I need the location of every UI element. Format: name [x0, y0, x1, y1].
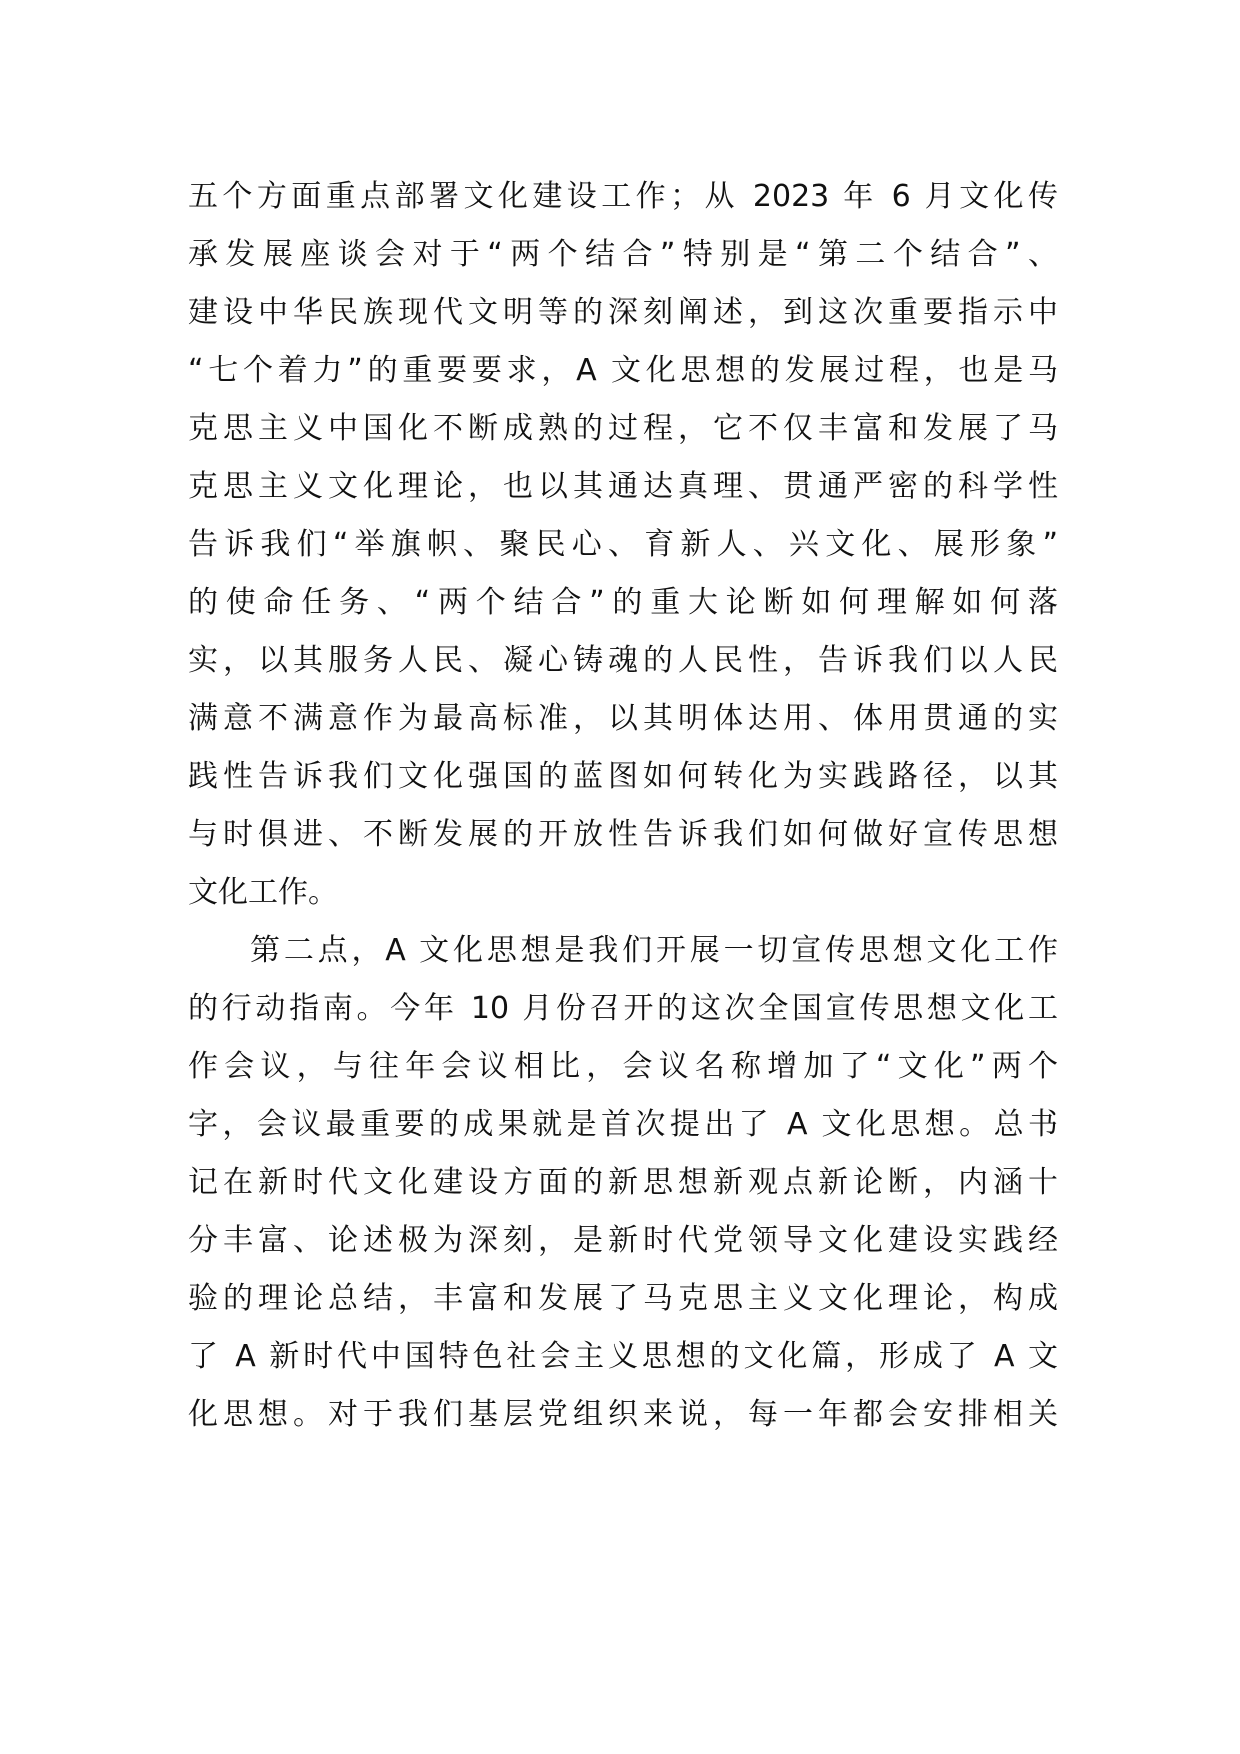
- text-line: “七个着力”的重要要求，A 文化思想的发展过程，也是马: [188, 353, 1058, 388]
- text-line: 满意不满意作为最高标准，以其明体达用、体用贯通的实: [188, 701, 1058, 736]
- text-line: 文化工作。: [188, 875, 338, 910]
- text-line: 记在新时代文化建设方面的新思想新观点新论断，内涵十: [188, 1165, 1058, 1200]
- text-line: 告诉我们“举旗帜、聚民心、育新人、兴文化、展形象”: [188, 527, 1058, 562]
- text-line: 克思主义中国化不断成熟的过程，它不仅丰富和发展了马: [188, 411, 1058, 446]
- text-line: 克思主义文化理论，也以其通达真理、贯通严密的科学性: [188, 469, 1058, 504]
- text-line: 作会议，与往年会议相比，会议名称增加了“文化”两个: [188, 1049, 1058, 1084]
- text-line: 了 A 新时代中国特色社会主义思想的文化篇，形成了 A 文: [188, 1339, 1058, 1374]
- text-line: 验的理论总结，丰富和发展了马克思主义文化理论，构成: [188, 1281, 1058, 1316]
- text-line: 建设中华民族现代文明等的深刻阐述，到这次重要指示中: [188, 295, 1058, 330]
- text-line: 承发展座谈会对于“两个结合”特别是“第二个结合”、: [188, 237, 1058, 272]
- paragraph-first-line: 第二点，A 文化思想是我们开展一切宣传思想文化工作: [250, 933, 1058, 968]
- text-line: 实，以其服务人民、凝心铸魂的人民性，告诉我们以人民: [188, 643, 1058, 678]
- text-line: 化思想。对于我们基层党组织来说，每一年都会安排相关: [188, 1397, 1058, 1432]
- text-line: 践性告诉我们文化强国的蓝图如何转化为实践路径，以其: [188, 759, 1058, 794]
- text-line: 字，会议最重要的成果就是首次提出了 A 文化思想。总书: [188, 1107, 1058, 1142]
- text-line: 与时俱进、不断发展的开放性告诉我们如何做好宣传思想: [188, 817, 1058, 852]
- text-line: 的行动指南。今年 10 月份召开的这次全国宣传思想文化工: [188, 991, 1058, 1026]
- text-line: 五个方面重点部署文化建设工作；从 2023 年 6 月文化传: [188, 179, 1058, 214]
- text-line: 的使命任务、“两个结合”的重大论断如何理解如何落: [188, 585, 1058, 620]
- text-line: 分丰富、论述极为深刻，是新时代党领导文化建设实践经: [188, 1223, 1058, 1258]
